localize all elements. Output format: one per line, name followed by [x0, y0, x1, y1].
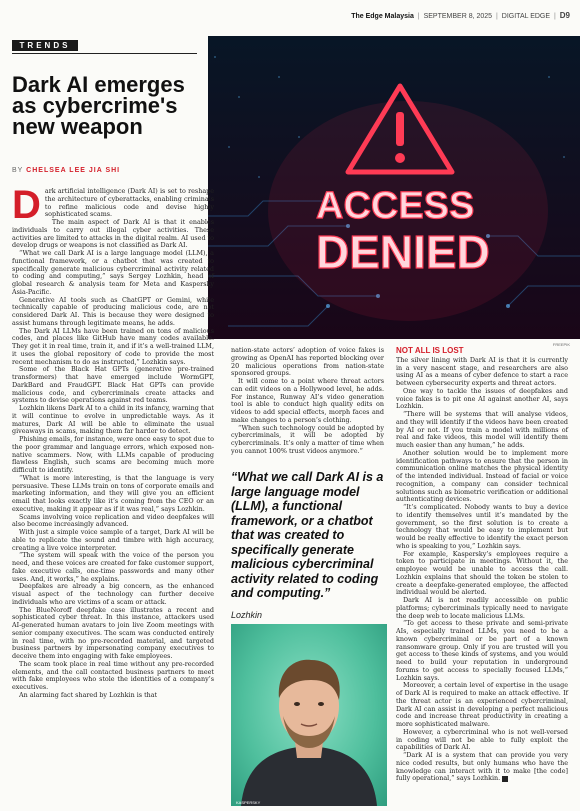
tag-rule [12, 53, 197, 54]
byline-author: CHELSEA LEE JIA SHI [26, 167, 121, 174]
headline: Dark AI emerges as cybercrime's new weapon [12, 72, 185, 139]
paragraph: “The system will speak with the voice of the person you need, and these voices are created for fake customer support, fake executive calls, one-time passwords and many other uses. And, it works,” he explains. [12, 551, 214, 583]
paragraph: Scams involving voice replication and video deepfakes will also become increasingly advanced. [12, 512, 214, 529]
pull-quote: “What we call Dark AI is a large language model (LLM), a functional framework, or a chatbot that was created to specifically generate malicious cybercriminal activity related to coding and computing.” [231, 470, 384, 600]
paragraph: However, a cybercriminal who is not well-versed in coding will not be able to fully exploit the capabilities of Dark AI. [396, 727, 568, 752]
article-column-1 [12, 183, 214, 700]
paragraph: The main aspect of Dark AI is that it enables individuals to carry out illegal cyber activities. These activities are limited to attacks in the digital realm. AI used to develop drugs or weapons is not classified as Dark AI. [12, 218, 214, 250]
paragraph: It will come to a point where threat actors can edit videos on a Hollywood level, he adds. For instance, Runway AI’s video generation tool is able to conduct high quality edits on videos to add special effects, morph faces and make changes to a person’s clothing. [231, 377, 384, 424]
subheading: NOT ALL IS LOST [396, 346, 464, 355]
paragraph: Phishing emails, for instance, were once easy to spot due to the poor grammar and language errors, which exposed non-native scammers. Now, with LLMs capable of producing flawless English, such scams are becoming much more difficult to identify. [12, 435, 214, 474]
lead-paragraph [12, 183, 214, 227]
pull-quote-author: Lozhkin [231, 610, 263, 620]
paragraph: Generative AI tools such as ChatGPT or Gemini, while technically capable of producing malicious code, are not considered Dark AI. This is because they were designed to assist humans through legitimate means, he adds. [12, 295, 214, 327]
hero-illustration [208, 36, 580, 339]
paragraph: One way to tackle the issues of deepfakes and voice fakes is to pit one AI against another AI, says Lozhkin. [396, 386, 568, 411]
paragraph: “When such technology could be adopted by cybercriminals, it will be adopted by cybercriminals. It’s only a matter of time when you cannot 100% trust videos anymore.” [231, 423, 384, 455]
drop-cap: D [12, 183, 41, 227]
paragraph: Lozhkin likens Dark AI to a child in its infancy, warning that it will continue to evolve in unpredictable ways. As it matures, Dark AI will be able to eliminate the usual giveaways in scams, making them far harder to detect. [12, 404, 214, 436]
hero-sign-line1: ACCESS [316, 185, 475, 227]
lead-text: ark artificial intelligence (Dark AI) is set to reshape the architecture of cyberattacks, enabling criminals to refine malicious code and devise highly sophisticated scams. [44, 187, 214, 219]
paragraph: nation-state actors’ adoption of voice fakes is growing as OpenAI has reported blocking over 20 malicious operations from nation-state sponsored groups. [231, 346, 384, 378]
article-column-3 [396, 347, 568, 783]
final-paragraph-text: “Dark AI is a system that can provide you very nice coded results, but only humans who have the knowledge can interact with it to make [the code] fully operational,” says Lozhkin. [396, 751, 568, 783]
hero-image [208, 36, 580, 339]
hero-caption: FREEPIK [552, 342, 570, 347]
header-separator: | [553, 13, 556, 20]
end-mark: E [502, 776, 508, 782]
paragraph: For example, Kaspersky’s employees require a token to participate in meetings. Without it, the employee would be unable to access the call. Lozhkin explains that should the token be stolen to create a deepfake-generated employee, the affected individual would be alerted. [396, 549, 568, 597]
paragraph: Deepfakes are already a big concern, as the enhanced visual aspect of the technology can further deceive individuals who are victims of a scam or attack. [12, 582, 214, 606]
paragraph: Dark AI is not readily accessible on public platforms; cybercriminals typically need to navigate the deep web to locate malicious LLMs. [396, 596, 568, 620]
portrait-illustration [231, 624, 387, 806]
paragraph: The scam took place in real time without any pre-recorded elements, and the call contacted business partners to meet with fake employees who stole the identities of a company’s executives. [12, 659, 214, 691]
paragraph: Another solution would be to implement more identification pathways to ensure that the person in communication online matches the physical identity of the intended individual. Instead of facial or voice recognition, a company can consider technical solutions such as biometric verification or additional authenticating devices. [396, 448, 568, 504]
page-header [0, 8, 580, 24]
paragraph: With just a simple voice sample of a target, Dark AI will be able to replicate the sound and timbre with high accuracy, creating a live voice interpreter. [12, 528, 214, 552]
hero-sign-line2: DENIED [316, 226, 490, 278]
header-brand: The Edge Malaysia [351, 13, 414, 20]
header-separator: | [496, 13, 498, 20]
paragraph: An alarming fact shared by Lozhkin is that [19, 690, 158, 699]
article-column-2 [231, 347, 384, 456]
portrait-photo [231, 624, 387, 806]
portrait-credit: KASPERSKY [236, 800, 261, 805]
header-section: DIGITAL EDGE [501, 13, 551, 20]
byline [12, 167, 120, 174]
header-separator: | [417, 13, 420, 20]
paragraph: “What is more interesting, is that the language is very persuasive. These LLMs train on tons of corporate emails and marketing information, and they will give you an efficient email that looks exactly like it’s coming from the CEO or an executive, making it appear as if it was real,” says Lozhkin. [12, 473, 214, 513]
paragraph: Moreover, a certain level of expertise in the usage of Dark AI is required to make an attack effective. If the threat actor is an experienced cybercriminal, Dark AI can assist in developing a perfect malicious code and increase threat productivity in creating a more sophisticated malware. [396, 681, 568, 728]
paragraph: “To get access to these private and semi-private AIs, especially trained LLMs, you need to be a known cybercriminal or be part of a known ransomware group. Only if you are trusted will you get access to these kinds of systems, and you would need to build your reputation in underground forums to get access to specially focused LLMs,” Lozhkin says. [396, 619, 568, 682]
paragraph: “What we call Dark AI is a large language model (LLM), a functional framework, or a chatbot that was created to specifically generate malicious cybercriminal activity related to coding and computing,” says Sergey Lozhkin, head of global research & analysis team for Meta and Kaspersky Asia-Pacific. [12, 249, 214, 296]
paragraph: Some of the Black Hat GPTs (generative pre-trained transformers) that have emerged include WormGPT, DarkBard and FraudGPT. Black Hat GPTs can provide malicious code, and cybercriminals create attacks and systems to devise operations against red teams. [12, 365, 214, 405]
page-number: D9 [559, 11, 570, 20]
paragraph: “There will be systems that will analyse videos, and they will identify if the videos have been created by AI or not. If you train a model with millions of real and fake videos, this model will identify them much easier than any human,” he adds. [396, 410, 568, 449]
paragraph: “It’s complicated. Nobody wants to buy a device to identify themselves until it’s mandated by the government, so the first solution is to create a technology that would be easy to implement but would be really effective to identify the exact person who is speaking to you,” Lozhkin says. [396, 503, 568, 550]
byline-prefix: BY [12, 167, 24, 174]
section-tag: TRENDS [12, 40, 78, 51]
paragraph: The silver lining with Dark AI is that it is currently in a very nascent stage, and researchers are also using AI as a means of cyber defence to start a race between cybersecurity experts and threat actors. [396, 355, 568, 387]
paragraph: The BlueNoroff deepfake case illustrates a recent and sophisticated cyber threat. In this instance, attackers used AI-generated human avatars to join live Zoom meetings with senior company executives. The scam was conducted entirely in real time, with no pre-recorded material, and targeted business partners by impersonating company executives to deceive them into engaging with fake employees. [12, 605, 214, 660]
header-date: SEPTEMBER 8, 2025 [423, 13, 493, 20]
paragraph [396, 752, 568, 783]
paragraph: The Dark AI LLMs have been trained on tons of malicious codes, and places like GitHub have many codes available. They get it in real time, train it, and if it’s a well-trained LLM, it uses the global repository of code to provide the most recent mechanism to do as instructed,” Lozhkin says. [12, 326, 214, 366]
header-info [351, 11, 570, 20]
